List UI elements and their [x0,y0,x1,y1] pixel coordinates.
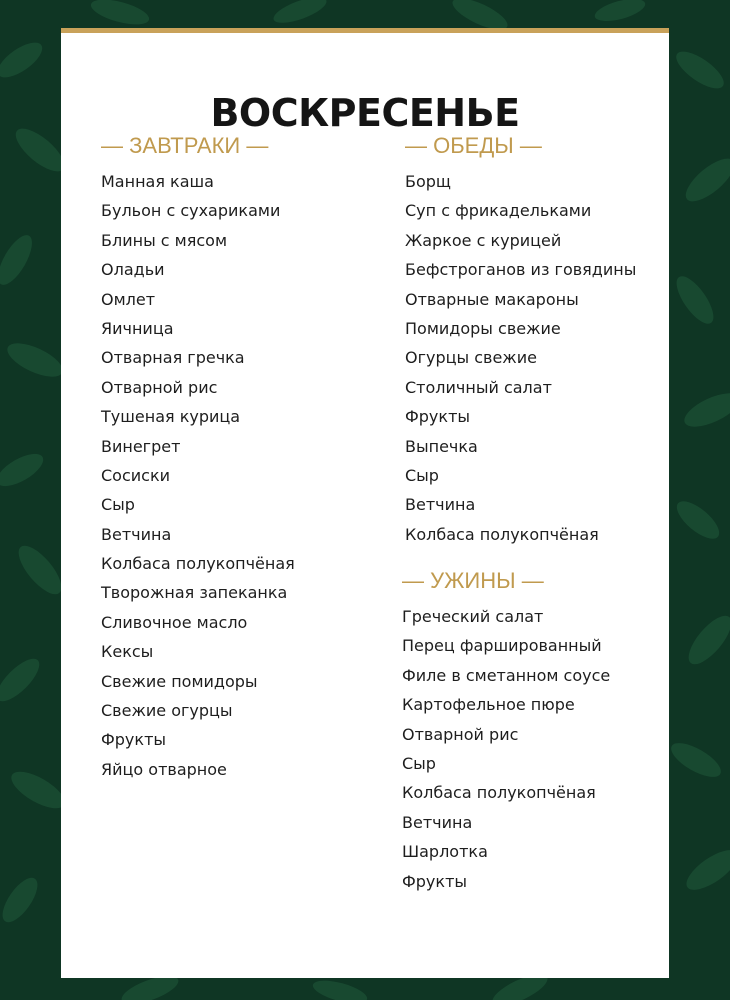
list-item: Ветчина [402,812,473,832]
list-item: Творожная запеканка [101,583,288,603]
list-item: Бефстроганов из говядины [405,260,637,280]
list-item: Греческий салат [402,607,544,626]
breakfast-heading: — ЗАВТРАКИ — [101,133,269,158]
list-item: Винегрет [101,436,181,456]
list-item: Колбаса полукопчёная [405,524,599,544]
list-item: Ветчина [405,495,476,515]
list-item: Ветчина [101,524,172,544]
list-item: Отварные макароны [405,289,579,309]
list-item: Сыр [101,495,135,515]
list-item: Свежие помидоры [101,671,258,691]
lunch-list [405,167,665,549]
list-item: Филе в сметанном соусе [402,665,611,685]
list-item: Кексы [101,642,154,662]
list-item: Фрукты [405,407,471,427]
list-item: Суп с фрикадельками [405,201,592,221]
list-item: Шарлотка [402,842,488,862]
lunch-section [405,131,665,549]
breakfast-section [101,131,371,784]
list-item: Сыр [402,753,436,773]
list-item: Яичница [101,318,174,338]
page-title: ВОСКРЕСЕНЬЕ [210,91,520,135]
menu-card [61,28,669,978]
list-item: Колбаса полукопчёная [402,783,596,803]
list-item: Колбаса полукопчёная [101,554,295,574]
list-item: Перец фаршированный [402,636,602,656]
list-item: Омлет [101,289,156,309]
list-item: Картофельное пюре [402,695,575,715]
list-item: Сыр [405,465,439,485]
list-item: Помидоры свежие [405,318,561,338]
list-item: Борщ [405,172,451,191]
list-item: Выпечка [405,436,478,456]
list-item: Яйцо отварное [101,759,227,779]
list-item: Отварная гречка [101,348,245,368]
dinner-heading: — УЖИНЫ — [402,568,544,593]
list-item: Сливочное масло [101,612,248,632]
list-item: Свежие огурцы [101,701,233,721]
lunch-heading: — ОБЕДЫ — [405,133,542,158]
list-item: Фрукты [402,871,468,891]
list-item: Манная каша [101,172,214,191]
list-item: Отварной рис [101,377,218,397]
list-item: Блины с мясом [101,230,228,250]
list-item: Отварной рис [402,724,519,744]
list-item: Жаркое с курицей [405,230,562,250]
list-item: Фрукты [101,730,167,750]
list-item: Столичный салат [405,377,552,397]
list-item: Оладьи [101,260,165,280]
list-item: Тушеная курица [101,407,241,427]
list-item: Сосиски [101,465,171,485]
list-item: Огурцы свежие [405,348,537,368]
dinner-list [402,602,662,896]
breakfast-list [101,167,371,784]
dinner-section [402,566,662,896]
list-item: Бульон с сухариками [101,201,281,221]
